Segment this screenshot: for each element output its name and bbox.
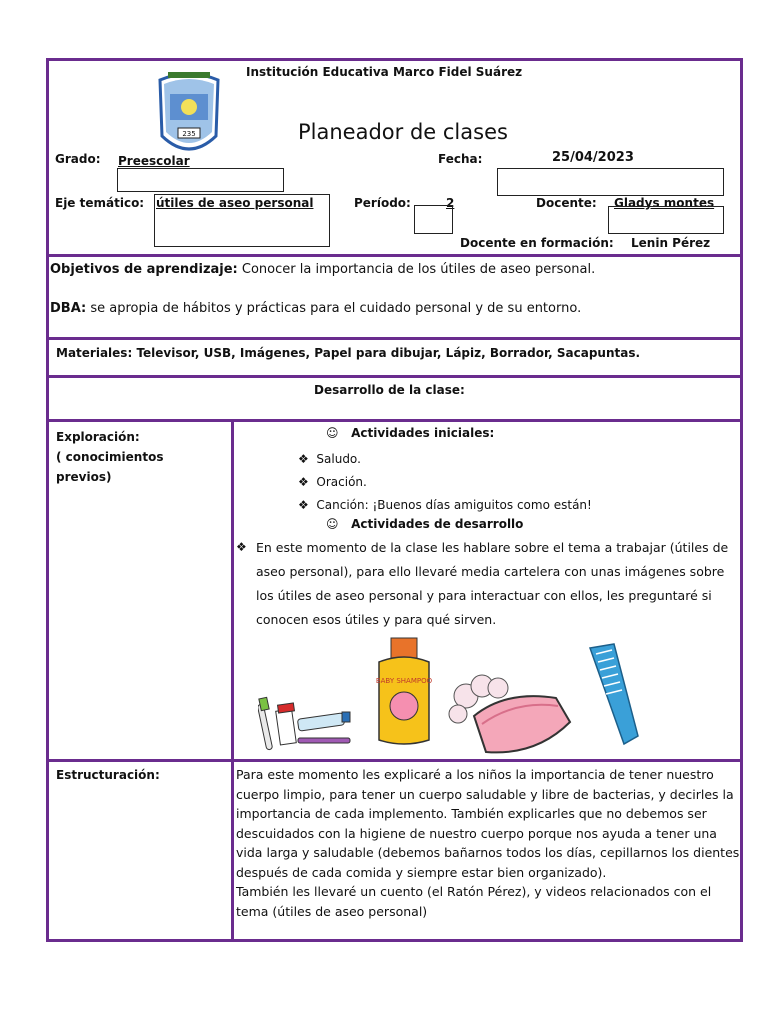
trainee-value: Lenin Pérez xyxy=(631,236,711,250)
dev-activities-text: En este momento de la clase les hablare sobre el tema a trabajar (útiles de aseo personal), para ello llevaré media cartelera con unas imágenes sobre los útiles de aseo personal y para interactuar con ellos, les preguntaré si conocen esos útiles y para qué sirven. xyxy=(256,540,729,627)
shampoo-label: BABY SHAMPOO xyxy=(375,677,433,685)
theme-label: Eje temático: xyxy=(55,196,145,210)
trainee-label: Docente en formación: xyxy=(460,236,614,250)
period-value: 2 xyxy=(446,196,455,210)
teacher-value: Gladys montes xyxy=(614,196,715,210)
exploration-label-line2: ( conocimientos xyxy=(56,450,164,464)
structuring-text-part1: Para este momento les explicaré a los niños la importancia de tener nuestro cuerpo limpio, para tener un cuerpo saludable y libre de bacterias, y decirles la importancia de cada implemento. También explicarles que no debemos ser descuidados con la higiene de nuestro cuerpo porque nos ayuda a tener una vida larga y saludable (debemos bañarnos todos los días, cepillarnos los dientes después de cada comida y siempre estar bien organizado). xyxy=(236,767,740,880)
objectives-text: Conocer la importancia de los útiles de aseo personal. xyxy=(241,262,596,277)
theme-field-box xyxy=(154,194,330,247)
grade-field-box xyxy=(117,168,284,192)
divider-materials xyxy=(46,375,743,378)
teacher-label: Docente: xyxy=(536,196,597,210)
smiley-icon: ☺ xyxy=(326,517,339,531)
divider-objectives xyxy=(46,337,743,340)
list-item xyxy=(298,471,592,494)
development-title: Desarrollo de la clase: xyxy=(314,383,465,397)
structuring-label: Estructuración: xyxy=(56,768,160,782)
dba-text: se apropia de hábitos y prácticas para el cuidado personal y de su entorno. xyxy=(90,301,582,316)
period-label: Período: xyxy=(354,196,411,210)
shampoo-bottle-image xyxy=(371,636,437,748)
toothbrush-toothpaste-image xyxy=(258,690,354,754)
grade-label: Grado: xyxy=(55,152,101,166)
exploration-label-line1: Exploración: xyxy=(56,430,140,444)
objectives-row xyxy=(50,262,595,277)
materials-text: Televisor, USB, Imágenes, Papel para dibujar, Lápiz, Borrador, Sacapuntas. xyxy=(136,346,641,360)
grade-value: Preescolar xyxy=(118,154,190,168)
list-item xyxy=(298,448,592,471)
school-logo xyxy=(156,66,222,162)
diamond-bullet-icon: ❖ xyxy=(298,475,309,489)
list-item xyxy=(298,494,592,517)
date-value: 25/04/2023 xyxy=(552,150,634,165)
exploration-label xyxy=(56,427,163,487)
initial-activities-title: Actividades iniciales: xyxy=(351,426,495,440)
svg-text:235: 235 xyxy=(182,130,196,138)
list-item-text: Canción: ¡Buenos días amiguitos como están! xyxy=(316,498,592,512)
divider-exploration xyxy=(46,759,743,762)
structuring-text xyxy=(236,765,740,921)
objectives-label: Objetivos de aprendizaje: xyxy=(50,262,238,277)
teacher-field-box xyxy=(608,206,724,234)
list-item-text: Oración. xyxy=(316,475,367,489)
column-divider xyxy=(231,420,234,941)
materials-row xyxy=(56,346,640,360)
divider-header xyxy=(46,254,743,257)
date-field-box xyxy=(497,168,724,196)
diamond-bullet-icon: ❖ xyxy=(236,540,247,554)
date-label: Fecha: xyxy=(438,152,483,166)
initial-activities-heading xyxy=(326,426,494,440)
smiley-icon: ☺ xyxy=(326,426,339,440)
theme-value: útiles de aseo personal xyxy=(156,196,314,210)
diamond-bullet-icon: ❖ xyxy=(298,498,309,512)
soap-bar-image xyxy=(446,666,574,758)
dev-activities-heading xyxy=(326,517,523,531)
initial-activities-list xyxy=(298,448,592,517)
period-field-box xyxy=(414,205,453,234)
structuring-text-part2: También les llevaré un cuento (el Ratón Pérez), y videos relacionados con el tema (útiles de aseo personal) xyxy=(236,884,712,919)
institution-name: Institución Educativa Marco Fidel Suárez xyxy=(246,65,523,79)
materials-label: Materiales: xyxy=(56,346,133,360)
comb-image xyxy=(584,640,644,750)
exploration-label-line3: previos) xyxy=(56,470,112,484)
dev-activities-title: Actividades de desarrollo xyxy=(351,517,524,531)
page-title: Planeador de clases xyxy=(298,120,508,144)
dba-row xyxy=(50,301,581,316)
list-item-text: Saludo. xyxy=(316,452,361,466)
diamond-bullet-icon: ❖ xyxy=(298,452,309,466)
dba-label: DBA: xyxy=(50,301,87,316)
divider-development xyxy=(46,419,743,422)
